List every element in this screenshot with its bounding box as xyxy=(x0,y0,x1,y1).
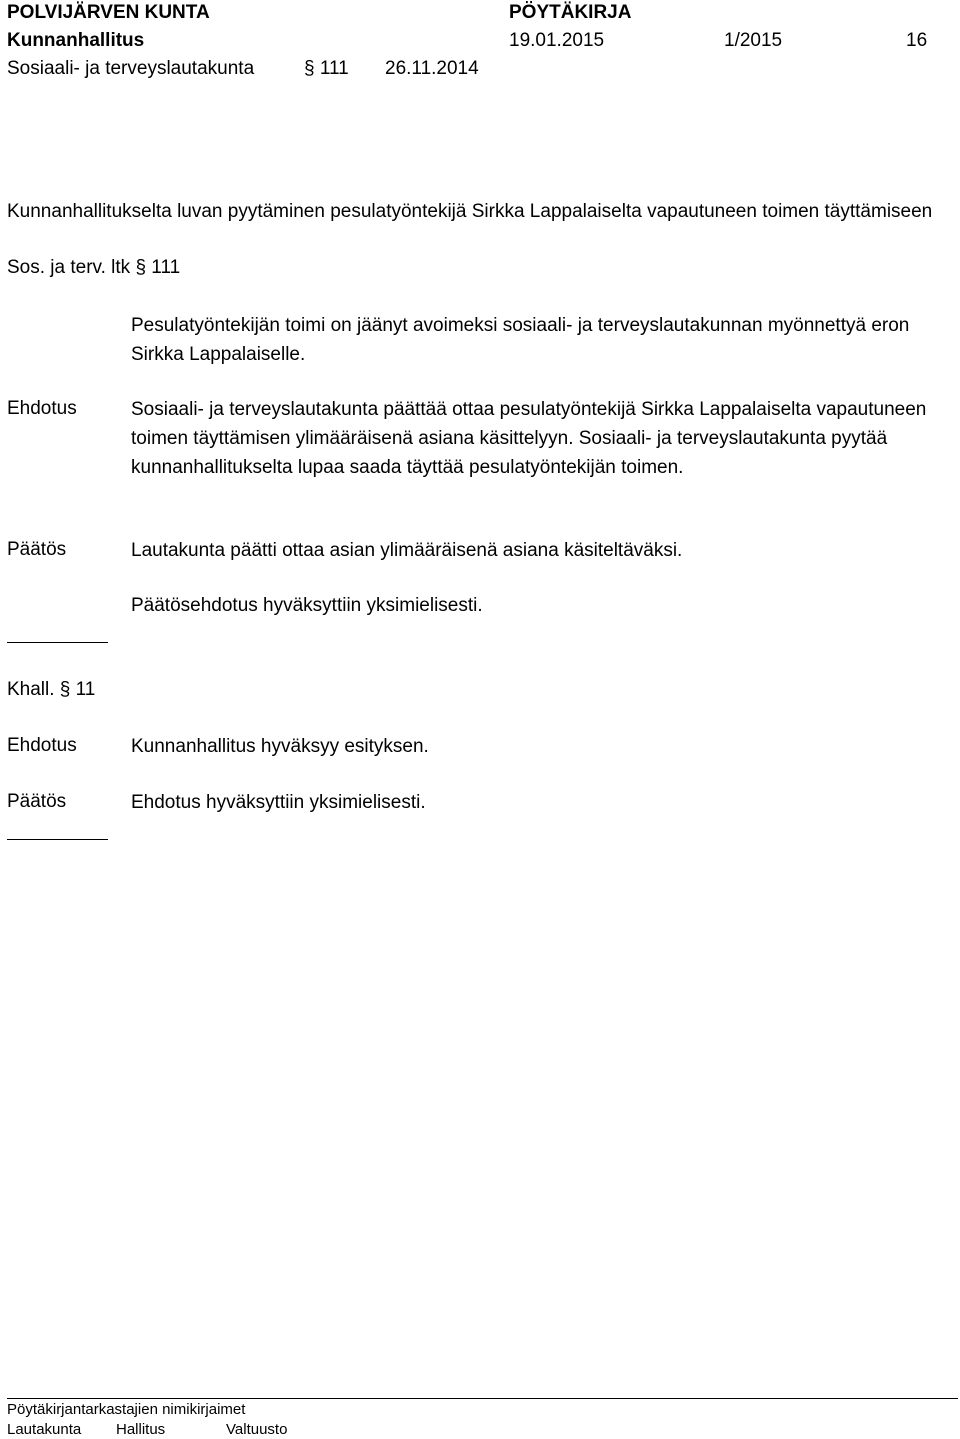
khall-decision-text: Ehdotus hyväksyttiin yksimielisesti. xyxy=(131,792,426,813)
footer-divider xyxy=(7,1398,958,1399)
khall-decision-label: Päätös xyxy=(7,791,67,812)
section-divider xyxy=(7,642,108,643)
decision-text-2: Päätösehdotus hyväksyttiin yksimielisesti. xyxy=(131,595,483,616)
khall-divider xyxy=(7,839,108,840)
item-title: Kunnanhallitukselta luvan pyytäminen pesulatyöntekijä Sirkka Lappalaiselta vapautuneen toimen täyttämiseen xyxy=(7,201,933,222)
item-intro: Pesulatyöntekijän toimi on jäänyt avoimeksi sosiaali- ja terveyslautakunnan myönnettyä eron Sirkka Lappalaiselle. xyxy=(131,315,910,365)
khall-proposal-label: Ehdotus xyxy=(7,735,77,756)
footer-col-lautakunta: Lautakunta xyxy=(7,1421,82,1438)
proposal-label: Ehdotus xyxy=(7,398,77,419)
meeting-date: 19.01.2015 xyxy=(509,30,605,51)
proposal-text: Sosiaali- ja terveyslautakunta päättää ottaa pesulatyöntekijä Sirkka Lappalaiselta vapautuneen toimen täyttämisen ylimääräisenä asiana käsittelyyn. Sosiaali- ja terveyslautakunta pyytää kunnanhallitukselta lupaa saada täyttää pesulatyöntekijän toimen. xyxy=(131,399,927,478)
header-row-1 xyxy=(0,0,960,26)
meeting-issue: 1/2015 xyxy=(724,30,783,51)
item-reference: Sos. ja terv. ltk § 111 xyxy=(7,257,181,278)
decision-label: Päätös xyxy=(7,539,67,560)
decision-text-1: Lautakunta päätti ottaa asian ylimääräisenä asiana käsiteltäväksi. xyxy=(131,540,683,561)
khall-reference: Khall. § 11 xyxy=(7,679,96,700)
khall-proposal-text: Kunnanhallitus hyväksyy esityksen. xyxy=(131,736,429,757)
footer-col-valtuusto: Valtuusto xyxy=(226,1421,288,1438)
header-row-3 xyxy=(0,56,960,82)
municipality-name: POLVIJÄRVEN KUNTA xyxy=(7,2,210,23)
footer-col-hallitus: Hallitus xyxy=(116,1421,166,1438)
meeting-body: Kunnanhallitus xyxy=(7,30,145,51)
prior-section: § 111 xyxy=(304,58,349,79)
header-row-2 xyxy=(0,28,960,54)
prior-date: 26.11.2014 xyxy=(385,58,479,79)
prior-body: Sosiaali- ja terveyslautakunta xyxy=(7,58,255,79)
footer-title: Pöytäkirjantarkastajien nimikirjaimet xyxy=(7,1401,246,1418)
page-number: 16 xyxy=(906,30,928,51)
document-type: PÖYTÄKIRJA xyxy=(509,2,632,23)
